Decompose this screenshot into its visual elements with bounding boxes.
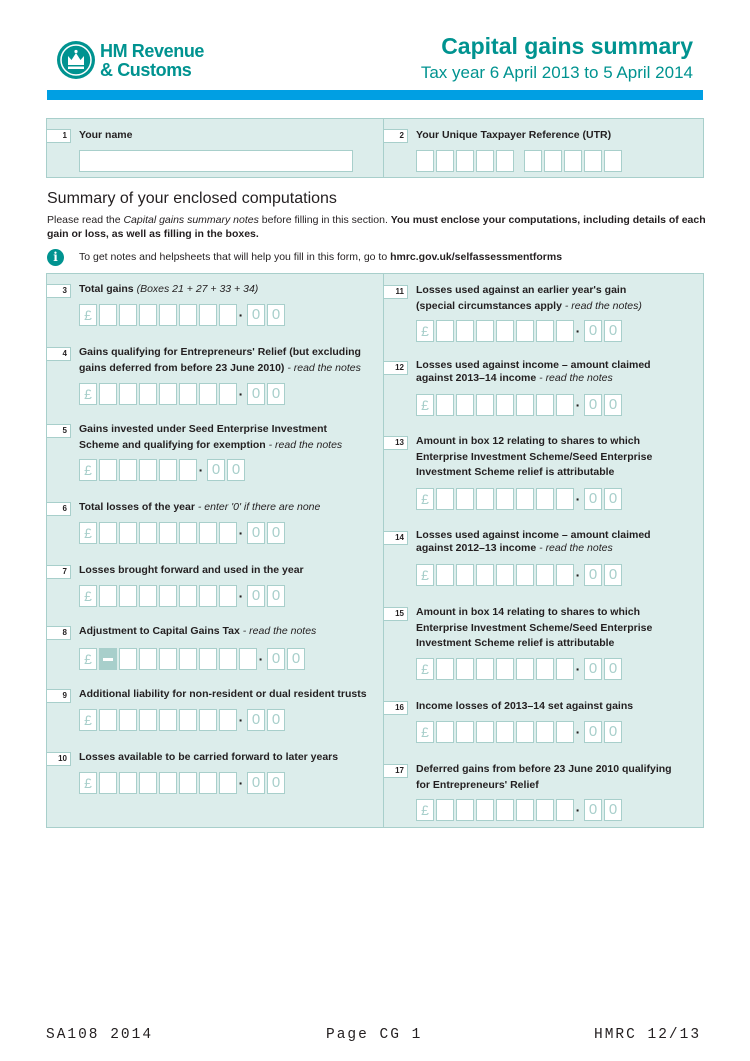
box-3-title: Total gains [79, 283, 134, 295]
box-13-amount [416, 488, 624, 510]
pounds-digit[interactable] [119, 304, 137, 326]
box-number-17: 17 [383, 764, 408, 778]
box-16-amount [416, 721, 624, 743]
pounds-digit[interactable] [159, 772, 177, 794]
pence-digit[interactable]: 0 [247, 772, 265, 794]
pence-digit[interactable]: 0 [604, 564, 622, 586]
intro-instruction: You must enclose your computations, including details of each gain or loss, as well as filling in the boxes. [47, 214, 706, 240]
box-11-line-1: Losses used against an earlier year's gain [416, 284, 627, 296]
box-12-note: - read the notes [536, 372, 613, 384]
utr-digit[interactable] [524, 150, 542, 172]
decimal-point: · [575, 323, 581, 339]
box-4-line-2 [79, 361, 361, 377]
pounds-digit[interactable] [516, 658, 534, 680]
pounds-digit[interactable] [139, 383, 157, 405]
pounds-digit[interactable] [456, 394, 474, 416]
column-divider [383, 273, 384, 828]
pence-digit[interactable]: 0 [604, 488, 622, 510]
pounds-digit[interactable] [496, 394, 514, 416]
utr-digit[interactable] [564, 150, 582, 172]
box-8-amount [79, 648, 307, 670]
section-title: Summary of your enclosed computations [47, 190, 337, 207]
decimal-point: · [575, 802, 581, 818]
pounds-digit[interactable] [436, 394, 454, 416]
name-label: Your name [79, 129, 133, 141]
name-field[interactable] [79, 150, 353, 172]
box-4-amount [79, 383, 287, 405]
box-6-note: - enter '0' if there are none [194, 501, 321, 513]
pound-sign: £ [416, 799, 434, 821]
pounds-digit[interactable] [436, 320, 454, 342]
pound-sign: £ [416, 658, 434, 680]
pounds-digit[interactable] [556, 320, 574, 342]
box-5-amount [79, 459, 247, 481]
box-8-label [79, 624, 316, 640]
box-number-9: 9 [46, 689, 71, 703]
box-12-line-1: Losses used against income – amount claimed [416, 359, 651, 371]
section-intro [47, 213, 707, 241]
box-15-line-3: Investment Scheme relief is attributable [416, 637, 615, 649]
pence-digit[interactable]: 0 [267, 522, 285, 544]
utr-digit[interactable] [456, 150, 474, 172]
pounds-digit[interactable] [199, 383, 217, 405]
decimal-point: · [238, 307, 244, 323]
pounds-digit[interactable] [119, 648, 137, 670]
pounds-digit[interactable] [496, 564, 514, 586]
box-11-note: - read the notes) [561, 299, 642, 312]
pound-sign: £ [79, 648, 97, 670]
pounds-digit[interactable] [516, 488, 534, 510]
pence-digit[interactable]: 0 [604, 799, 622, 821]
help-text [79, 251, 562, 263]
pence-digit[interactable]: 0 [247, 522, 265, 544]
box-number-6: 6 [46, 502, 71, 516]
box-6-amount [79, 522, 287, 544]
pounds-digit[interactable] [159, 585, 177, 607]
pounds-digit[interactable] [199, 648, 217, 670]
box-15-line-1: Amount in box 14 relating to shares to which [416, 606, 641, 618]
utr-field-group-1 [416, 150, 516, 172]
pounds-digit[interactable] [456, 799, 474, 821]
pounds-digit[interactable] [456, 721, 474, 743]
pounds-digit[interactable] [536, 721, 554, 743]
pounds-digit[interactable] [516, 564, 534, 586]
pounds-digit[interactable] [99, 383, 117, 405]
pounds-digit[interactable] [179, 304, 197, 326]
box-number-5: 5 [46, 424, 71, 438]
pounds-digit[interactable] [139, 648, 157, 670]
pounds-digit[interactable] [536, 320, 554, 342]
pence-digit[interactable]: 0 [267, 383, 285, 405]
box-8-title: Adjustment to Capital Gains Tax [79, 625, 240, 637]
intro-text: Please read the [47, 214, 124, 226]
pounds-digit[interactable] [179, 709, 197, 731]
pence-digit[interactable]: 0 [604, 394, 622, 416]
pound-sign: £ [416, 394, 434, 416]
decimal-point: · [238, 588, 244, 604]
box-number-11: 11 [383, 285, 408, 299]
utr-label: Your Unique Taxpayer Reference (UTR) [416, 129, 612, 141]
pounds-digit[interactable] [219, 709, 237, 731]
box-14-note: - read the notes [536, 542, 613, 554]
pounds-digit[interactable] [556, 721, 574, 743]
pound-sign: £ [79, 772, 97, 794]
pence-digit[interactable]: 0 [267, 585, 285, 607]
pounds-digit[interactable] [496, 658, 514, 680]
box-12-line-2 [416, 372, 651, 385]
pence-digit[interactable]: 0 [287, 648, 305, 670]
logo-wordmark [100, 42, 240, 80]
logo-line-2: & Customs [100, 60, 192, 80]
box-11-amount [416, 320, 624, 342]
box-3-label [79, 282, 258, 298]
pounds-digit[interactable] [516, 799, 534, 821]
pounds-digit[interactable] [179, 459, 197, 481]
pence-digit[interactable]: 0 [247, 585, 265, 607]
pounds-digit[interactable] [139, 459, 157, 481]
pound-sign: £ [416, 320, 434, 342]
box-12-amount [416, 394, 624, 416]
panel-divider [383, 118, 384, 178]
box-12-label [416, 359, 651, 385]
header-rule [47, 90, 703, 100]
pound-sign: £ [79, 585, 97, 607]
pounds-digit[interactable] [199, 709, 217, 731]
pounds-digit[interactable] [99, 772, 117, 794]
box-9-label: Additional liability for non-resident or dual resident trusts [79, 688, 367, 700]
pounds-digit[interactable] [516, 394, 534, 416]
pounds-digit[interactable] [496, 799, 514, 821]
box-11-label [416, 283, 642, 314]
decimal-point: · [238, 712, 244, 728]
pounds-digit[interactable] [139, 709, 157, 731]
pounds-digit[interactable] [159, 522, 177, 544]
pounds-digit[interactable] [496, 721, 514, 743]
pounds-digit[interactable] [436, 658, 454, 680]
pounds-digit[interactable] [139, 585, 157, 607]
pound-sign: £ [79, 304, 97, 326]
pence-digit[interactable]: 0 [604, 658, 622, 680]
box-3-amount [79, 304, 287, 326]
decimal-point: · [575, 491, 581, 507]
pounds-digit[interactable] [456, 564, 474, 586]
box-7-amount [79, 585, 287, 607]
utr-field-group-2 [524, 150, 624, 172]
pounds-digit[interactable] [99, 709, 117, 731]
box-6-label [79, 500, 320, 516]
pounds-digit[interactable] [219, 585, 237, 607]
pounds-digit[interactable] [219, 772, 237, 794]
pounds-digit[interactable] [556, 488, 574, 510]
box-number-12: 12 [383, 361, 408, 375]
notes-title: Capital gains summary notes [123, 214, 259, 226]
box-7-label: Losses brought forward and used in the year [79, 564, 304, 576]
pounds-digit[interactable] [496, 488, 514, 510]
pounds-digit[interactable] [119, 585, 137, 607]
box-14-amount [416, 564, 624, 586]
utr-digit[interactable] [476, 150, 494, 172]
decimal-point: · [575, 724, 581, 740]
decimal-point: · [258, 651, 264, 667]
box-14-label [416, 529, 651, 555]
box-14-line-2-text: against 2012–13 income [416, 542, 537, 554]
pounds-digit[interactable] [179, 772, 197, 794]
box-8-note: - read the notes [239, 625, 317, 637]
pounds-digit[interactable] [536, 658, 554, 680]
pence-digit[interactable]: 0 [227, 459, 245, 481]
pounds-digit[interactable] [536, 564, 554, 586]
pounds-digit[interactable] [99, 585, 117, 607]
pounds-digit[interactable] [496, 320, 514, 342]
box-9-amount [79, 709, 287, 731]
pounds-digit[interactable] [556, 564, 574, 586]
box-13-line-1: Amount in box 12 relating to shares to which [416, 435, 641, 447]
pounds-digit[interactable] [219, 383, 237, 405]
help-prefix: To get notes and helpsheets that will help you fill in this form, go to [79, 251, 391, 263]
pounds-digit[interactable] [436, 564, 454, 586]
box-13-label [416, 434, 652, 481]
pounds-digit[interactable] [159, 304, 177, 326]
pence-digit[interactable]: 0 [267, 709, 285, 731]
box-number-3: 3 [46, 284, 71, 298]
pounds-digit[interactable] [199, 772, 217, 794]
pence-digit[interactable]: 0 [584, 320, 602, 342]
decimal-point: · [238, 386, 244, 402]
pounds-digit[interactable] [536, 394, 554, 416]
pence-digit[interactable]: 0 [584, 488, 602, 510]
pounds-digit[interactable] [159, 709, 177, 731]
pounds-digit[interactable] [119, 383, 137, 405]
box-4-label [79, 345, 361, 376]
pounds-digit[interactable] [536, 488, 554, 510]
pounds-digit[interactable] [139, 522, 157, 544]
pounds-digit[interactable] [556, 394, 574, 416]
pounds-digit[interactable] [456, 488, 474, 510]
info-icon: i [47, 249, 64, 266]
pound-sign: £ [416, 488, 434, 510]
box-17-line-2: for Entrepreneurs' Relief [416, 778, 539, 791]
pence-digit[interactable]: 0 [267, 772, 285, 794]
box-11-line-2 [416, 299, 642, 315]
pounds-digit[interactable] [179, 585, 197, 607]
pence-digit[interactable]: 0 [604, 320, 622, 342]
pence-digit[interactable]: 0 [267, 648, 285, 670]
decimal-point: · [238, 775, 244, 791]
pence-digit[interactable]: 0 [584, 721, 602, 743]
utr-digit[interactable] [544, 150, 562, 172]
pounds-digit[interactable] [476, 658, 494, 680]
pound-sign: £ [79, 522, 97, 544]
box-4-line-2-text: gains deferred from before 23 June 2010) [79, 361, 285, 374]
pounds-digit[interactable] [239, 648, 257, 670]
box-number-8: 8 [46, 626, 71, 640]
pounds-digit[interactable] [99, 459, 117, 481]
pounds-digit[interactable] [476, 564, 494, 586]
pounds-digit[interactable] [536, 799, 554, 821]
box-15-line-2: Enterprise Investment Scheme/Seed Enterprise [416, 621, 653, 634]
box-13-line-3: Investment Scheme relief is attributable [416, 466, 615, 478]
pounds-digit[interactable] [99, 522, 117, 544]
pounds-digit[interactable] [199, 585, 217, 607]
box-15-label [416, 605, 652, 652]
pence-digit[interactable]: 0 [584, 564, 602, 586]
crown-icon [57, 41, 95, 79]
pounds-digit[interactable] [139, 772, 157, 794]
utr-digit[interactable] [416, 150, 434, 172]
form-version: HMRC 12/13 [594, 1027, 702, 1043]
pence-digit[interactable]: 0 [604, 721, 622, 743]
decimal-point: · [238, 525, 244, 541]
pounds-digit[interactable] [456, 658, 474, 680]
pounds-digit[interactable] [139, 304, 157, 326]
pounds-digit[interactable] [159, 459, 177, 481]
box-15-amount [416, 658, 624, 680]
box-6-title: Total losses of the year [79, 501, 195, 513]
pounds-digit[interactable] [119, 522, 137, 544]
box-5-note: - read the notes [265, 438, 343, 451]
box-13-line-2: Enterprise Investment Scheme/Seed Enterprise [416, 450, 653, 463]
pounds-digit[interactable] [516, 320, 534, 342]
pounds-digit[interactable] [436, 721, 454, 743]
pounds-digit[interactable] [476, 721, 494, 743]
box-number-14: 14 [383, 531, 408, 545]
pounds-digit[interactable] [436, 488, 454, 510]
pence-digit[interactable]: 0 [267, 304, 285, 326]
box-number-7: 7 [46, 565, 71, 579]
help-link[interactable]: hmrc.gov.uk/selfassessmentforms [390, 251, 563, 263]
pounds-digit[interactable] [159, 648, 177, 670]
box-number-15: 15 [383, 607, 408, 621]
box-17-amount [416, 799, 624, 821]
box-14-line-2 [416, 542, 651, 555]
decimal-point: · [198, 462, 204, 478]
pounds-digit[interactable] [119, 772, 137, 794]
pounds-digit[interactable] [119, 709, 137, 731]
utr-digit[interactable] [436, 150, 454, 172]
box-4-line-1: Gains qualifying for Entrepreneurs' Relief (but excluding [79, 346, 361, 358]
pounds-digit[interactable] [476, 799, 494, 821]
pounds-digit[interactable] [219, 522, 237, 544]
pounds-digit[interactable] [99, 304, 117, 326]
pound-sign: £ [79, 383, 97, 405]
box-number-4: 4 [46, 347, 71, 361]
box-number-13: 13 [383, 436, 408, 450]
pounds-digit[interactable] [159, 383, 177, 405]
pound-sign: £ [79, 459, 97, 481]
box-number-16: 16 [383, 701, 408, 715]
box-number-2: 2 [383, 129, 408, 143]
box-12-line-2-text: against 2013–14 income [416, 372, 537, 384]
pence-digit[interactable]: 0 [247, 304, 265, 326]
pounds-digit[interactable] [456, 320, 474, 342]
pounds-digit[interactable] [556, 658, 574, 680]
box-17-line-1: Deferred gains from before 23 June 2010 qualifying [416, 763, 672, 775]
pence-digit[interactable]: 0 [247, 709, 265, 731]
pounds-digit[interactable] [476, 488, 494, 510]
pounds-digit[interactable] [219, 304, 237, 326]
pounds-digit[interactable] [179, 522, 197, 544]
decimal-point: · [575, 661, 581, 677]
box-5-line-2 [79, 438, 342, 454]
decimal-point: · [575, 567, 581, 583]
pence-digit[interactable]: 0 [584, 799, 602, 821]
page-number: Page CG 1 [326, 1027, 423, 1043]
intro-text-2: before filling in this section. [258, 214, 391, 226]
pounds-digit[interactable] [436, 799, 454, 821]
box-5-line-1: Gains invested under Seed Enterprise Investment [79, 423, 327, 435]
pence-digit[interactable]: 0 [247, 383, 265, 405]
box-number-10: 10 [46, 752, 71, 766]
pounds-digit[interactable] [476, 394, 494, 416]
pence-digit[interactable]: 0 [207, 459, 225, 481]
box-4-note: - read the notes [284, 361, 361, 374]
pounds-digit[interactable] [516, 721, 534, 743]
pounds-digit[interactable] [179, 648, 197, 670]
pence-digit[interactable]: 0 [584, 658, 602, 680]
logo-line-1: HM Revenue [100, 41, 205, 61]
minus-sign-box[interactable] [99, 648, 117, 670]
pounds-digit[interactable] [119, 459, 137, 481]
decimal-point: · [575, 397, 581, 413]
box-16-label: Income losses of 2013–14 set against gains [416, 700, 634, 712]
box-10-label: Losses available to be carried forward to later years [79, 751, 339, 763]
utr-digit[interactable] [584, 150, 602, 172]
box-3-note: (Boxes 21 + 27 + 33 + 34) [133, 283, 259, 295]
box-10-amount [79, 772, 287, 794]
pounds-digit[interactable] [179, 383, 197, 405]
pound-sign: £ [416, 564, 434, 586]
pounds-digit[interactable] [476, 320, 494, 342]
pound-sign: £ [79, 709, 97, 731]
pence-digit[interactable]: 0 [584, 394, 602, 416]
box-17-label [416, 762, 672, 793]
box-5-label [79, 422, 342, 453]
box-5-line-2-text: Scheme and qualifying for exemption [79, 438, 266, 451]
pound-sign: £ [416, 721, 434, 743]
box-number-1: 1 [46, 129, 71, 143]
box-14-line-1: Losses used against income – amount claimed [416, 529, 651, 541]
utr-digit[interactable] [604, 150, 622, 172]
pounds-digit[interactable] [556, 799, 574, 821]
pounds-digit[interactable] [199, 304, 217, 326]
page-subtitle: Tax year 6 April 2013 to 5 April 2014 [420, 63, 693, 82]
form-code: SA108 2014 [46, 1027, 154, 1043]
utr-digit[interactable] [496, 150, 514, 172]
pounds-digit[interactable] [219, 648, 237, 670]
pounds-digit[interactable] [199, 522, 217, 544]
box-11-line-2-text: (special circumstances apply [416, 299, 562, 312]
page-title: Capital gains summary [441, 33, 693, 59]
